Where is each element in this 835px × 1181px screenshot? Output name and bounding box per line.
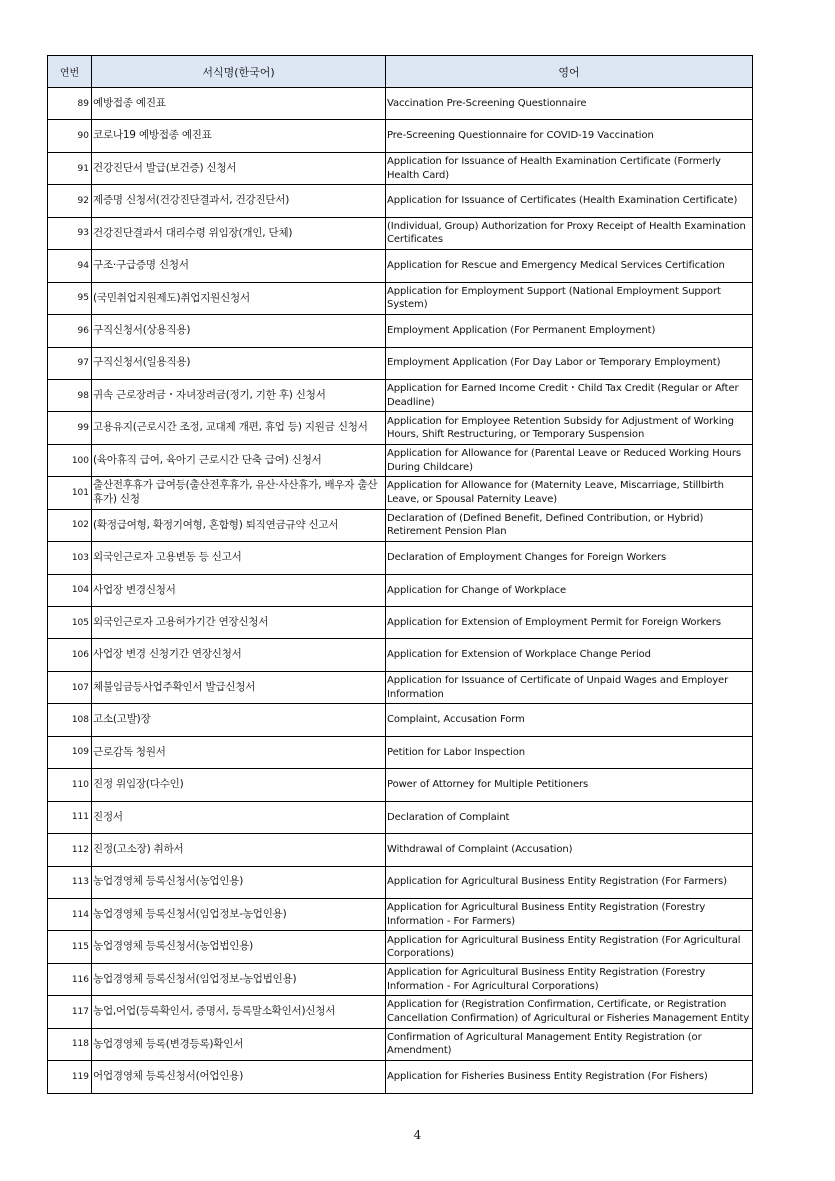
english-form-name: Withdrawal of Complaint (Accusation): [386, 834, 753, 866]
table-row: [48, 574, 753, 606]
row-number: 103: [48, 542, 92, 574]
row-number: 105: [48, 607, 92, 639]
korean-form-name: 고소(고발)장: [92, 704, 386, 736]
english-form-name: Application for Earned Income Credit・Child Tax Credit (Regular or After Deadline): [386, 379, 753, 411]
korean-form-name: 진정(고소장) 취하서: [92, 834, 386, 866]
english-form-name: Application for Issuance of Certificate of Unpaid Wages and Employer Information: [386, 671, 753, 703]
table-row: [48, 834, 753, 866]
row-number: 115: [48, 931, 92, 963]
table-row: [48, 412, 753, 444]
table-row: [48, 866, 753, 898]
english-form-name: Application for Agricultural Business Entity Registration (Forestry Information - For Agricultural Corporations): [386, 963, 753, 995]
english-form-name: Application for Rescue and Emergency Medical Services Certification: [386, 250, 753, 282]
row-number: 116: [48, 963, 92, 995]
english-form-name: Application for (Registration Confirmation, Certificate, or Registration Cancellation Confirmation) of Agricultural or Fisheries Management Entity: [386, 996, 753, 1028]
row-number: 95: [48, 282, 92, 314]
table-row: [48, 704, 753, 736]
korean-form-name: 외국인근로자 고용허가기간 연장신청서: [92, 607, 386, 639]
korean-form-name: 건강진단결과서 대리수령 위임장(개인, 단체): [92, 217, 386, 249]
korean-form-name: 제증명 신청서(건강진단결과서, 건강진단서): [92, 185, 386, 217]
row-number: 91: [48, 152, 92, 184]
english-form-name: Application for Agricultural Business Entity Registration (Forestry Information - For Farmers): [386, 898, 753, 930]
table-row: [48, 185, 753, 217]
english-form-name: Petition for Labor Inspection: [386, 736, 753, 768]
table-row: [48, 509, 753, 541]
table-row: [48, 1061, 753, 1093]
korean-form-name: 진정서: [92, 801, 386, 833]
english-form-name: Application for Employment Support (National Employment Support System): [386, 282, 753, 314]
english-form-name: Application for Extension of Employment Permit for Foreign Workers: [386, 607, 753, 639]
table-row: [48, 88, 753, 120]
row-number: 98: [48, 379, 92, 411]
english-form-name: Declaration of Complaint: [386, 801, 753, 833]
header-korean: 서식명(한국어): [92, 56, 386, 88]
row-number: 118: [48, 1028, 92, 1060]
row-number: 119: [48, 1061, 92, 1093]
table-row: [48, 801, 753, 833]
row-number: 93: [48, 217, 92, 249]
table-row: [48, 931, 753, 963]
korean-form-name: 사업장 변경 신청기간 연장신청서: [92, 639, 386, 671]
forms-translation-table: [47, 55, 753, 1094]
korean-form-name: 근로감독 청원서: [92, 736, 386, 768]
korean-form-name: 농업,어업(등록확인서, 증명서, 등록말소확인서)신청서: [92, 996, 386, 1028]
row-number: 112: [48, 834, 92, 866]
english-form-name: Power of Attorney for Multiple Petitioners: [386, 769, 753, 801]
table-header-row: [48, 56, 753, 88]
korean-form-name: (국민취업지원제도)취업지원신청서: [92, 282, 386, 314]
english-form-name: Vaccination Pre-Screening Questionnaire: [386, 88, 753, 120]
row-number: 114: [48, 898, 92, 930]
row-number: 110: [48, 769, 92, 801]
english-form-name: Application for Allowance for (Parental Leave or Reduced Working Hours During Childcare): [386, 444, 753, 476]
table-row: [48, 250, 753, 282]
korean-form-name: 코로나19 예방접종 예진표: [92, 120, 386, 152]
korean-form-name: 농업경영체 등록신청서(농업법인용): [92, 931, 386, 963]
english-form-name: Application for Agricultural Business Entity Registration (For Farmers): [386, 866, 753, 898]
english-form-name: Application for Fisheries Business Entity Registration (For Fishers): [386, 1061, 753, 1093]
row-number: 104: [48, 574, 92, 606]
english-form-name: Application for Extension of Workplace Change Period: [386, 639, 753, 671]
english-form-name: Application for Issuance of Certificates (Health Examination Certificate): [386, 185, 753, 217]
table-row: [48, 542, 753, 574]
english-form-name: Employment Application (For Permanent Employment): [386, 315, 753, 347]
korean-form-name: 외국인근로자 고용변동 등 신고서: [92, 542, 386, 574]
row-number: 100: [48, 444, 92, 476]
header-no: 연번: [48, 56, 92, 88]
table-row: [48, 671, 753, 703]
row-number: 94: [48, 250, 92, 282]
korean-form-name: 구직신청서(일용직용): [92, 347, 386, 379]
row-number: 96: [48, 315, 92, 347]
english-form-name: Declaration of Employment Changes for Foreign Workers: [386, 542, 753, 574]
korean-form-name: 예방접종 예진표: [92, 88, 386, 120]
table-body: [48, 88, 753, 1094]
korean-form-name: 어업경영체 등록신청서(어업인용): [92, 1061, 386, 1093]
row-number: 99: [48, 412, 92, 444]
table-row: [48, 477, 753, 509]
row-number: 113: [48, 866, 92, 898]
table-row: [48, 996, 753, 1028]
header-english: 영어: [386, 56, 753, 88]
table-row: [48, 379, 753, 411]
korean-form-name: 건강진단서 발급(보건증) 신청서: [92, 152, 386, 184]
table-row: [48, 898, 753, 930]
row-number: 97: [48, 347, 92, 379]
table-row: [48, 217, 753, 249]
english-form-name: Complaint, Accusation Form: [386, 704, 753, 736]
korean-form-name: 진정 위임장(다수인): [92, 769, 386, 801]
korean-form-name: 농업경영체 등록(변경등록)확인서: [92, 1028, 386, 1060]
table-row: [48, 769, 753, 801]
table-row: [48, 736, 753, 768]
table-row: [48, 347, 753, 379]
korean-form-name: (육아휴직 급여, 육아기 근로시간 단축 급여) 신청서: [92, 444, 386, 476]
row-number: 101: [48, 477, 92, 509]
korean-form-name: 귀속 근로장려금・자녀장려금(정기, 기한 후) 신청서: [92, 379, 386, 411]
english-form-name: Employment Application (For Day Labor or Temporary Employment): [386, 347, 753, 379]
table-row: [48, 1028, 753, 1060]
english-form-name: Application for Employee Retention Subsidy for Adjustment of Working Hours, Shift Restructuring, or Temporary Suspension: [386, 412, 753, 444]
table-row: [48, 152, 753, 184]
korean-form-name: 체불임금등사업주확인서 발급신청서: [92, 671, 386, 703]
korean-form-name: 구조·구급증명 신청서: [92, 250, 386, 282]
row-number: 108: [48, 704, 92, 736]
korean-form-name: (확정급여형, 확정기여형, 혼합형) 퇴직연금규약 신고서: [92, 509, 386, 541]
row-number: 117: [48, 996, 92, 1028]
korean-form-name: 농업경영체 등록신청서(임업정보-농업인용): [92, 898, 386, 930]
english-form-name: Application for Change of Workplace: [386, 574, 753, 606]
english-form-name: Application for Agricultural Business Entity Registration (For Agricultural Corporations): [386, 931, 753, 963]
page-number: 4: [413, 1128, 422, 1142]
korean-form-name: 사업장 변경신청서: [92, 574, 386, 606]
english-form-name: (Individual, Group) Authorization for Proxy Receipt of Health Examination Certificates: [386, 217, 753, 249]
english-form-name: Application for Issuance of Health Examination Certificate (Formerly Health Card): [386, 152, 753, 184]
row-number: 107: [48, 671, 92, 703]
row-number: 111: [48, 801, 92, 833]
english-form-name: Pre-Screening Questionnaire for COVID-19 Vaccination: [386, 120, 753, 152]
korean-form-name: 농업경영체 등록신청서(임업정보-농업법인용): [92, 963, 386, 995]
table-row: [48, 963, 753, 995]
row-number: 89: [48, 88, 92, 120]
row-number: 92: [48, 185, 92, 217]
english-form-name: Application for Allowance for (Maternity Leave, Miscarriage, Stillbirth Leave, or Spousal Paternity Leave): [386, 477, 753, 509]
row-number: 109: [48, 736, 92, 768]
korean-form-name: 농업경영체 등록신청서(농업인용): [92, 866, 386, 898]
table-row: [48, 282, 753, 314]
table-row: [48, 639, 753, 671]
english-form-name: Declaration of (Defined Benefit, Defined Contribution, or Hybrid) Retirement Pension Plan: [386, 509, 753, 541]
korean-form-name: 고용유지(근로시간 조정, 교대제 개편, 휴업 등) 지원금 신청서: [92, 412, 386, 444]
english-form-name: Confirmation of Agricultural Management Entity Registration (or Amendment): [386, 1028, 753, 1060]
table-row: [48, 120, 753, 152]
row-number: 90: [48, 120, 92, 152]
korean-form-name: 구직신청서(상용직용): [92, 315, 386, 347]
table-row: [48, 315, 753, 347]
table-row: [48, 607, 753, 639]
row-number: 106: [48, 639, 92, 671]
row-number: 102: [48, 509, 92, 541]
korean-form-name: 출산전후휴가 급여등(출산전후휴가, 유산·사산휴가, 배우자 출산휴가) 신청: [92, 477, 386, 509]
table-row: [48, 444, 753, 476]
